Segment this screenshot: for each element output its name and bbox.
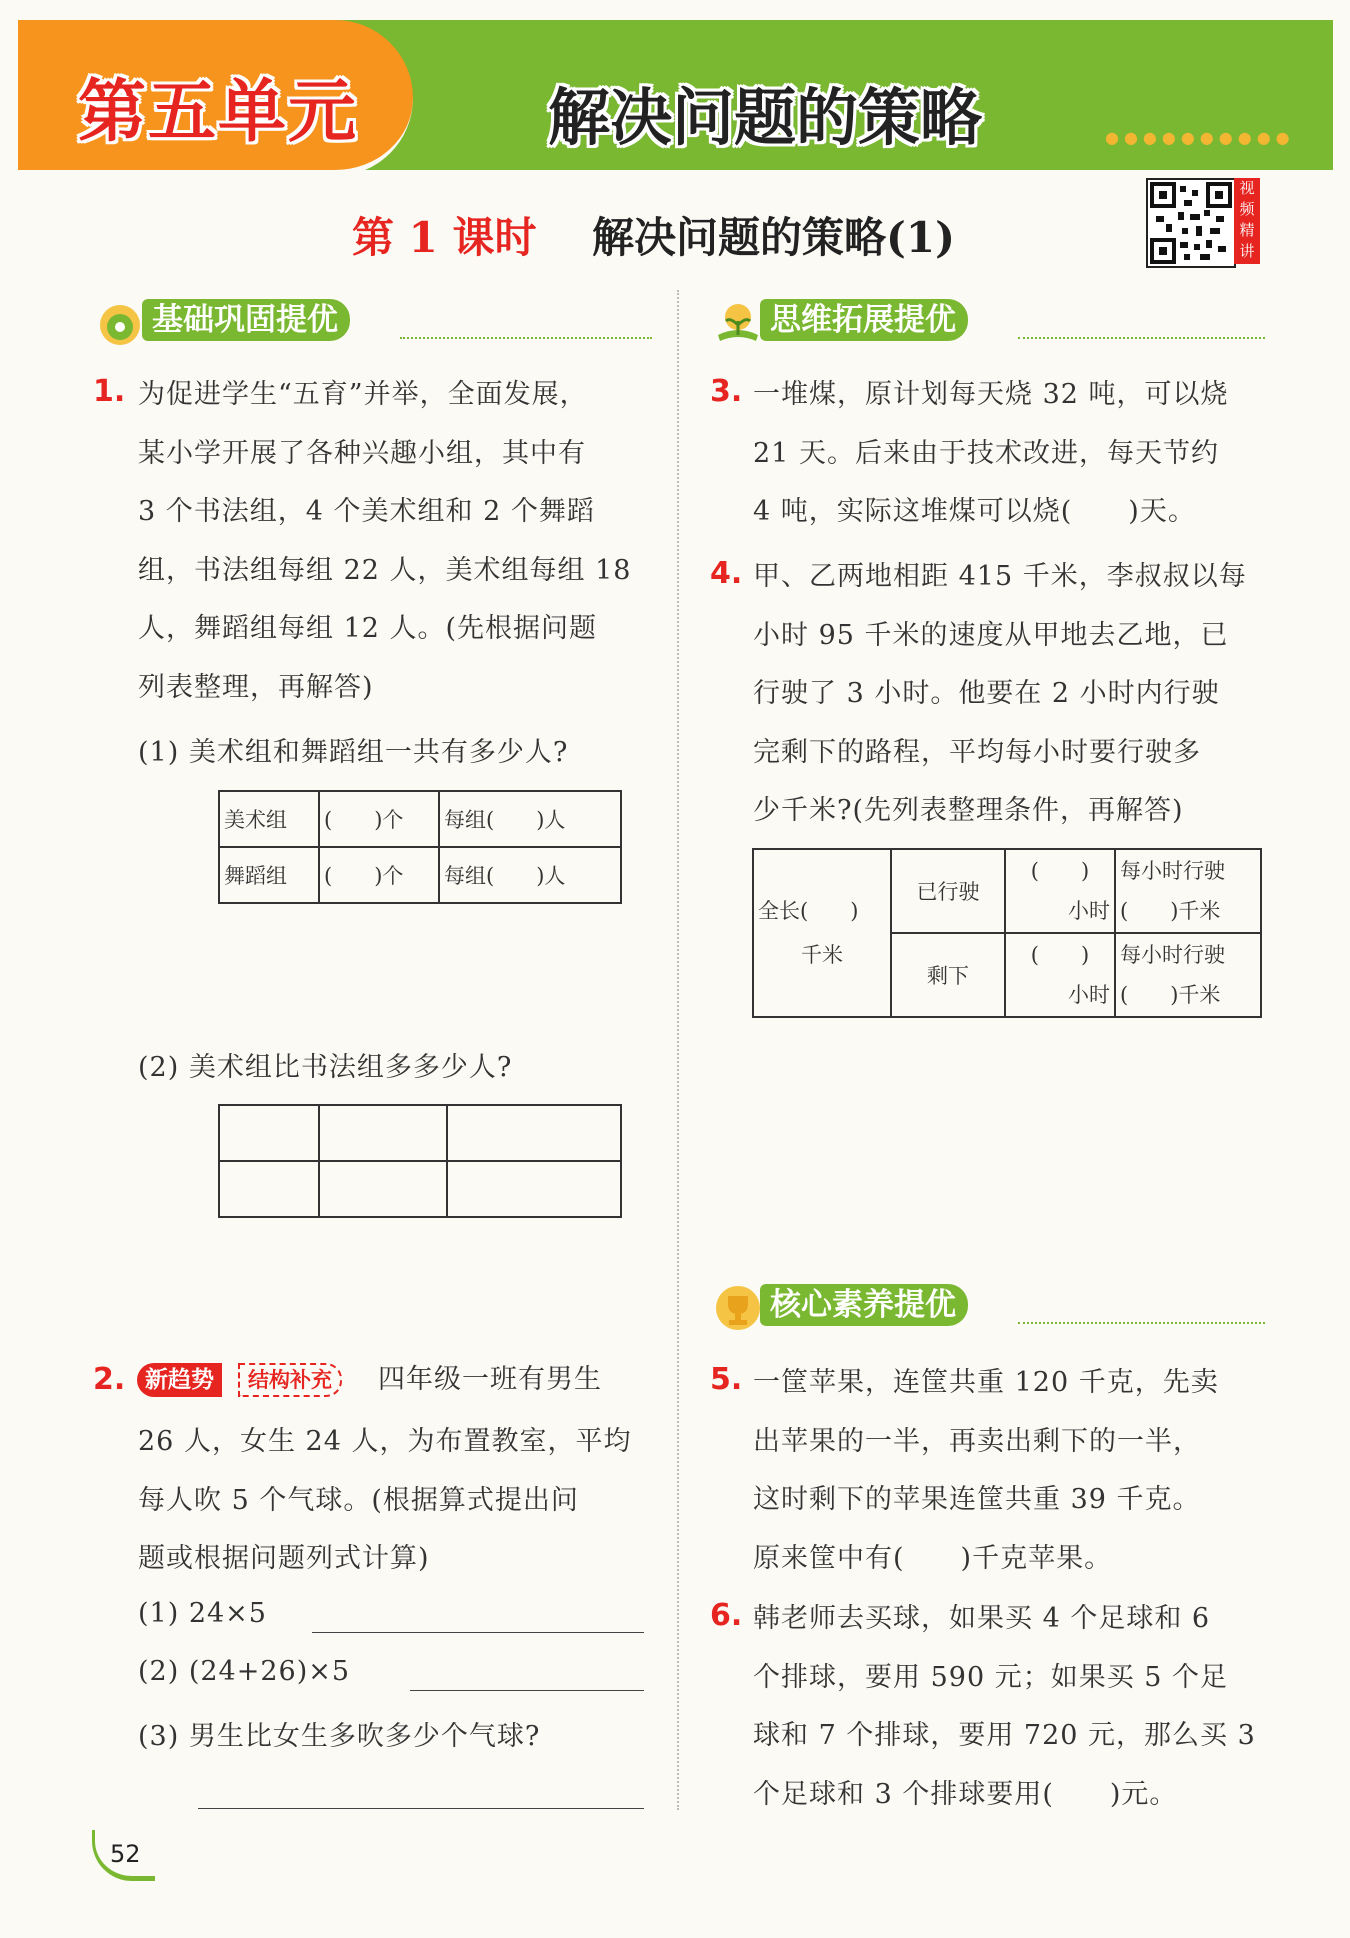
q4-number: 4. bbox=[710, 556, 743, 591]
video-tag: 视频精讲 bbox=[1234, 178, 1260, 264]
total-length-cell[interactable] bbox=[753, 849, 891, 1017]
speed-blank: ( )千米 bbox=[1120, 983, 1221, 1007]
paren-blank: ( ) bbox=[1030, 943, 1090, 967]
q5-line: 一筐苹果，连筐共重 120 千克，先卖 bbox=[753, 1367, 1219, 1398]
paren-blank: ( ) bbox=[1030, 859, 1090, 883]
q4-text bbox=[753, 548, 1273, 841]
q4-table bbox=[752, 848, 1262, 1018]
q3-line: 4 吨，实际这堆煤可以烧( )天。 bbox=[753, 496, 1196, 527]
traveled-speed-cell[interactable] bbox=[1115, 849, 1261, 933]
section-core-title: 核心素养提优 bbox=[760, 1284, 968, 1326]
q2-text bbox=[138, 1413, 658, 1589]
trophy-icon bbox=[710, 1280, 766, 1336]
q2-line: 题或根据问题列式计算) bbox=[138, 1543, 430, 1574]
speed-blank: ( )千米 bbox=[1120, 899, 1221, 923]
q6-line: 韩老师去买球，如果买 4 个足球和 6 bbox=[753, 1603, 1211, 1634]
total-length-label: 全长( ) bbox=[758, 899, 859, 923]
q4-line: 完剩下的路程，平均每小时要行驶多 bbox=[753, 736, 1201, 768]
q2-sub2: (2) (24+26)×5 bbox=[138, 1656, 351, 1687]
q3-line: 21 天。后来由于技术改进，每天节约 bbox=[753, 437, 1219, 469]
answer-line[interactable] bbox=[410, 1690, 644, 1691]
q3-text bbox=[753, 366, 1273, 542]
page-number: 52 bbox=[110, 1840, 141, 1868]
hours-unit: 小时 bbox=[1068, 899, 1110, 923]
q1-line: 某小学开展了各种兴趣小组，其中有 bbox=[138, 437, 586, 469]
table-cell: 舞蹈组 bbox=[219, 847, 319, 903]
q5-line: 原来筐中有( )千克苹果。 bbox=[753, 1542, 1113, 1574]
section-thinking bbox=[710, 295, 1265, 341]
table-cell[interactable]: 每组( )人 bbox=[439, 791, 621, 847]
unit-subtitle: 解决问题的策略 bbox=[548, 81, 983, 154]
q5-line: 这时剩下的苹果连筐共重 39 千克。 bbox=[753, 1484, 1201, 1515]
table-cell[interactable]: ( )个 bbox=[319, 847, 439, 903]
answer-line[interactable] bbox=[312, 1632, 644, 1633]
remaining-label: 剩下 bbox=[891, 933, 1005, 1017]
table-cell: 美术组 bbox=[219, 791, 319, 847]
q2-line: 每人吹 5 个气球。(根据算式提出问 bbox=[138, 1484, 579, 1516]
remaining-hours-cell[interactable] bbox=[1005, 933, 1115, 1017]
lesson-title: 解决问题的策略(1) bbox=[592, 213, 955, 262]
q1-line: 3 个书法组，4 个美术组和 2 个舞蹈 bbox=[138, 496, 595, 527]
q6-line: 球和 7 个排球，要用 720 元，那么买 3 bbox=[753, 1720, 1256, 1751]
traveled-label: 已行驶 bbox=[891, 849, 1005, 933]
q2-number: 2. bbox=[93, 1362, 126, 1397]
section-thinking-title: 思维拓展提优 bbox=[760, 299, 968, 341]
q6-text bbox=[753, 1590, 1273, 1824]
q1-text bbox=[138, 366, 658, 717]
decorative-dots: ●●●●●●●●●● bbox=[1105, 128, 1295, 147]
q2-sub3: (3) 男生比女生多吹多少个气球? bbox=[138, 1721, 541, 1752]
q3-line: 一堆煤，原计划每天烧 32 吨，可以烧 bbox=[753, 379, 1229, 410]
total-length-unit: 千米 bbox=[801, 943, 843, 967]
q5-line: 出苹果的一半，再卖出剩下的一半， bbox=[753, 1425, 1201, 1457]
q1-line: 人，舞蹈组每组 12 人。(先根据问题 bbox=[138, 613, 598, 644]
q1-sub2: (2) 美术组比书法组多多少人? bbox=[138, 1052, 513, 1083]
remaining-speed-cell[interactable] bbox=[1115, 933, 1261, 1017]
q1-line: 列表整理，再解答) bbox=[138, 671, 374, 703]
q4-line: 小时 95 千米的速度从甲地去乙地，已 bbox=[753, 619, 1229, 651]
answer-line[interactable] bbox=[198, 1808, 644, 1809]
q1-empty-table[interactable] bbox=[218, 1104, 622, 1218]
q6-line: 个排球，要用 590 元；如果买 5 个足 bbox=[753, 1661, 1229, 1693]
sprout-icon bbox=[710, 295, 766, 351]
q4-line: 行驶了 3 小时。他要在 2 小时内行驶 bbox=[753, 678, 1220, 709]
qr-code-icon[interactable] bbox=[1146, 178, 1236, 268]
q1-sub1: (1) 美术组和舞蹈组一共有多少人? bbox=[138, 737, 569, 768]
speed-label: 每小时行驶 bbox=[1120, 859, 1225, 883]
q6-line: 个足球和 3 个排球要用( )元。 bbox=[753, 1778, 1178, 1810]
q5-text bbox=[753, 1354, 1273, 1588]
table-cell[interactable]: ( )个 bbox=[319, 791, 439, 847]
section-basic bbox=[92, 295, 652, 341]
structure-tag: 结构补充 bbox=[238, 1363, 342, 1397]
q1-line: 组，书法组每组 22 人，美术组每组 18 bbox=[138, 554, 632, 586]
new-trend-tag: 新趋势 bbox=[137, 1363, 222, 1397]
q4-line: 少千米?(先列表整理条件，再解答) bbox=[753, 795, 1184, 826]
q3-number: 3. bbox=[710, 374, 743, 409]
section-core bbox=[710, 1280, 1265, 1326]
q1-line: 为促进学生“五育”并举，全面发展， bbox=[138, 379, 588, 410]
lesson-number: 第 1 课时 bbox=[352, 213, 537, 262]
section-basic-title: 基础巩固提优 bbox=[142, 299, 350, 341]
hours-unit: 小时 bbox=[1068, 983, 1110, 1007]
q2-first-line: 四年级一班有男生 bbox=[378, 1364, 602, 1395]
table-cell[interactable]: 每组( )人 bbox=[439, 847, 621, 903]
gear-sun-icon bbox=[92, 295, 148, 351]
column-divider bbox=[677, 290, 679, 1810]
q2-sub1: (1) 24×5 bbox=[138, 1598, 267, 1629]
q5-number: 5. bbox=[710, 1362, 743, 1397]
speed-label: 每小时行驶 bbox=[1120, 943, 1225, 967]
q6-number: 6. bbox=[710, 1598, 743, 1633]
q1-number: 1. bbox=[93, 374, 126, 409]
q4-line: 甲、乙两地相距 415 千米，李叔叔以每 bbox=[753, 561, 1247, 592]
unit-title: 第五单元 bbox=[78, 73, 359, 152]
q2-line: 26 人，女生 24 人，为布置教室，平均 bbox=[138, 1426, 632, 1457]
q1-table bbox=[218, 790, 622, 904]
traveled-hours-cell[interactable] bbox=[1005, 849, 1115, 933]
